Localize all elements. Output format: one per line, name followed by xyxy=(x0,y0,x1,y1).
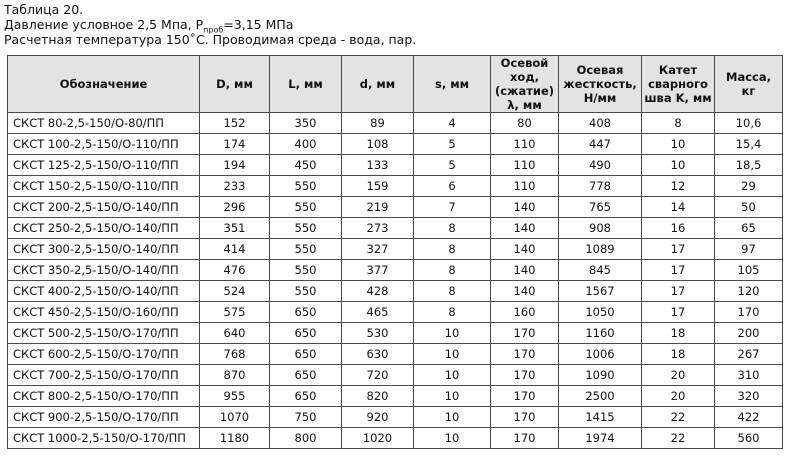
cell-mass: 310 xyxy=(715,365,783,386)
cell-mass: 267 xyxy=(715,344,783,365)
cell-mass: 10,6 xyxy=(715,113,783,134)
cell-axial-stroke: 170 xyxy=(491,428,559,449)
caption-pressure-test-value: =3,15 МПа xyxy=(223,17,294,32)
cell-pipe-diameter: 428 xyxy=(342,281,414,302)
cell-wall-thickness: 10 xyxy=(414,365,491,386)
cell-wall-thickness: 8 xyxy=(414,302,491,323)
cell-wall-thickness: 10 xyxy=(414,344,491,365)
table-row xyxy=(8,155,783,176)
cell-weld-leg: 17 xyxy=(642,260,715,281)
cell-pipe-diameter: 108 xyxy=(342,134,414,155)
cell-outer-diameter: 524 xyxy=(200,281,270,302)
cell-outer-diameter: 768 xyxy=(200,344,270,365)
column-header-line: D, мм xyxy=(216,77,253,91)
cell-designation: СКСТ 250-2,5-150/О-140/ПП xyxy=(8,218,200,239)
cell-length: 550 xyxy=(270,176,342,197)
cell-wall-thickness: 10 xyxy=(414,323,491,344)
cell-wall-thickness: 4 xyxy=(414,113,491,134)
cell-wall-thickness: 5 xyxy=(414,155,491,176)
caption-pressure xyxy=(4,17,416,35)
column-header-line: Обозначение xyxy=(59,77,148,91)
table-row xyxy=(8,302,783,323)
cell-axial-stroke: 110 xyxy=(491,134,559,155)
cell-axial-stiffness: 778 xyxy=(559,176,642,197)
cell-axial-stroke: 140 xyxy=(491,260,559,281)
cell-wall-thickness: 8 xyxy=(414,281,491,302)
cell-weld-leg: 10 xyxy=(642,134,715,155)
cell-outer-diameter: 414 xyxy=(200,239,270,260)
column-header-line: Катет xyxy=(658,63,698,77)
cell-pipe-diameter: 133 xyxy=(342,155,414,176)
cell-pipe-diameter: 530 xyxy=(342,323,414,344)
cell-mass: 170 xyxy=(715,302,783,323)
cell-length: 450 xyxy=(270,155,342,176)
header-weld-leg xyxy=(642,56,715,113)
cell-designation: СКСТ 125-2,5-150/О-110/ПП xyxy=(8,155,200,176)
cell-length: 350 xyxy=(270,113,342,134)
cell-wall-thickness: 10 xyxy=(414,407,491,428)
cell-wall-thickness: 8 xyxy=(414,239,491,260)
cell-axial-stroke: 140 xyxy=(491,218,559,239)
cell-axial-stroke: 110 xyxy=(491,176,559,197)
table-row xyxy=(8,113,783,134)
cell-mass: 50 xyxy=(715,197,783,218)
cell-mass: 560 xyxy=(715,428,783,449)
column-header-line: Осевой ход, xyxy=(500,56,549,84)
cell-axial-stiffness: 1160 xyxy=(559,323,642,344)
cell-axial-stiffness: 1415 xyxy=(559,407,642,428)
cell-axial-stroke: 170 xyxy=(491,323,559,344)
caption-title: Таблица 20. xyxy=(4,2,84,17)
cell-outer-diameter: 575 xyxy=(200,302,270,323)
cell-mass: 18,5 xyxy=(715,155,783,176)
caption-temperature: Расчетная температура 150˚С. Проводимая среда - вода, пар. xyxy=(4,32,417,47)
column-header-line: шва K, мм xyxy=(644,91,712,105)
cell-length: 650 xyxy=(270,386,342,407)
cell-outer-diameter: 194 xyxy=(200,155,270,176)
table-header xyxy=(8,56,783,113)
column-header-line: Масса, xyxy=(726,70,771,84)
cell-mass: 200 xyxy=(715,323,783,344)
table-caption xyxy=(4,2,416,47)
cell-designation: СКСТ 350-2,5-150/О-140/ПП xyxy=(8,260,200,281)
cell-designation: СКСТ 80-2,5-150/О-80/ПП xyxy=(8,113,200,134)
column-header-line: L, мм xyxy=(288,77,323,91)
cell-axial-stroke: 170 xyxy=(491,344,559,365)
cell-pipe-diameter: 465 xyxy=(342,302,414,323)
cell-wall-thickness: 10 xyxy=(414,428,491,449)
cell-mass: 120 xyxy=(715,281,783,302)
cell-mass: 29 xyxy=(715,176,783,197)
table-row xyxy=(8,428,783,449)
cell-axial-stiffness: 1974 xyxy=(559,428,642,449)
cell-weld-leg: 22 xyxy=(642,428,715,449)
header-axial-stiffness xyxy=(559,56,642,113)
cell-pipe-diameter: 720 xyxy=(342,365,414,386)
cell-designation: СКСТ 900-2,5-150/О-170/ПП xyxy=(8,407,200,428)
cell-outer-diameter: 1180 xyxy=(200,428,270,449)
cell-wall-thickness: 6 xyxy=(414,176,491,197)
cell-weld-leg: 10 xyxy=(642,155,715,176)
cell-length: 550 xyxy=(270,218,342,239)
table-row xyxy=(8,323,783,344)
cell-pipe-diameter: 89 xyxy=(342,113,414,134)
cell-axial-stroke: 160 xyxy=(491,302,559,323)
cell-pipe-diameter: 920 xyxy=(342,407,414,428)
cell-axial-stiffness: 447 xyxy=(559,134,642,155)
cell-axial-stroke: 80 xyxy=(491,113,559,134)
header-pipe-diameter xyxy=(342,56,414,113)
cell-outer-diameter: 152 xyxy=(200,113,270,134)
cell-length: 550 xyxy=(270,239,342,260)
cell-axial-stiffness: 1006 xyxy=(559,344,642,365)
cell-outer-diameter: 174 xyxy=(200,134,270,155)
cell-mass: 320 xyxy=(715,386,783,407)
cell-weld-leg: 17 xyxy=(642,302,715,323)
cell-wall-thickness: 10 xyxy=(414,386,491,407)
cell-mass: 97 xyxy=(715,239,783,260)
cell-wall-thickness: 8 xyxy=(414,218,491,239)
cell-outer-diameter: 1070 xyxy=(200,407,270,428)
cell-pipe-diameter: 820 xyxy=(342,386,414,407)
cell-weld-leg: 18 xyxy=(642,323,715,344)
cell-axial-stiffness: 2500 xyxy=(559,386,642,407)
cell-weld-leg: 22 xyxy=(642,407,715,428)
cell-designation: СКСТ 150-2,5-150/О-110/ПП xyxy=(8,176,200,197)
column-header-line: s, мм xyxy=(434,77,470,91)
cell-pipe-diameter: 219 xyxy=(342,197,414,218)
cell-pipe-diameter: 1020 xyxy=(342,428,414,449)
cell-axial-stiffness: 1050 xyxy=(559,302,642,323)
table-row xyxy=(8,134,783,155)
cell-axial-stiffness: 490 xyxy=(559,155,642,176)
cell-length: 550 xyxy=(270,281,342,302)
header-outer-diameter xyxy=(200,56,270,113)
cell-axial-stroke: 140 xyxy=(491,197,559,218)
cell-outer-diameter: 351 xyxy=(200,218,270,239)
table-row xyxy=(8,407,783,428)
cell-length: 550 xyxy=(270,260,342,281)
cell-axial-stiffness: 1090 xyxy=(559,365,642,386)
column-header-line: кг xyxy=(741,84,756,98)
cell-wall-thickness: 8 xyxy=(414,260,491,281)
cell-weld-leg: 17 xyxy=(642,239,715,260)
cell-axial-stroke: 110 xyxy=(491,155,559,176)
column-header-line: λ, мм xyxy=(507,98,542,112)
cell-designation: СКСТ 700-2,5-150/О-170/ПП xyxy=(8,365,200,386)
cell-designation: СКСТ 500-2,5-150/О-170/ПП xyxy=(8,323,200,344)
cell-mass: 422 xyxy=(715,407,783,428)
cell-outer-diameter: 640 xyxy=(200,323,270,344)
cell-pipe-diameter: 377 xyxy=(342,260,414,281)
cell-axial-stiffness: 765 xyxy=(559,197,642,218)
header-axial-stroke xyxy=(491,56,559,113)
table-row xyxy=(8,365,783,386)
cell-axial-stiffness: 1089 xyxy=(559,239,642,260)
cell-mass: 65 xyxy=(715,218,783,239)
cell-designation: СКСТ 200-2,5-150/О-140/ПП xyxy=(8,197,200,218)
cell-weld-leg: 20 xyxy=(642,386,715,407)
cell-length: 750 xyxy=(270,407,342,428)
cell-axial-stroke: 170 xyxy=(491,365,559,386)
cell-axial-stiffness: 908 xyxy=(559,218,642,239)
cell-designation: СКСТ 1000-2,5-150/О-170/ПП xyxy=(8,428,200,449)
column-header-line: Н/мм xyxy=(583,91,617,105)
table-row xyxy=(8,344,783,365)
cell-wall-thickness: 5 xyxy=(414,134,491,155)
cell-outer-diameter: 870 xyxy=(200,365,270,386)
cell-outer-diameter: 296 xyxy=(200,197,270,218)
cell-axial-stroke: 170 xyxy=(491,407,559,428)
table-row xyxy=(8,386,783,407)
table-row xyxy=(8,281,783,302)
cell-length: 650 xyxy=(270,365,342,386)
column-header-line: жесткость, xyxy=(563,77,637,91)
cell-outer-diameter: 955 xyxy=(200,386,270,407)
cell-outer-diameter: 476 xyxy=(200,260,270,281)
cell-designation: СКСТ 450-2,5-150/О-160/ПП xyxy=(8,302,200,323)
cell-length: 650 xyxy=(270,323,342,344)
table-row xyxy=(8,218,783,239)
cell-designation: СКСТ 400-2,5-150/О-140/ПП xyxy=(8,281,200,302)
cell-designation: СКСТ 600-2,5-150/О-170/ПП xyxy=(8,344,200,365)
caption-pressure-subscript: проб xyxy=(203,25,224,35)
cell-length: 550 xyxy=(270,197,342,218)
cell-designation: СКСТ 300-2,5-150/О-140/ПП xyxy=(8,239,200,260)
column-header-line: d, мм xyxy=(359,77,396,91)
cell-pipe-diameter: 159 xyxy=(342,176,414,197)
cell-axial-stiffness: 408 xyxy=(559,113,642,134)
column-header-line: сварного xyxy=(648,77,708,91)
column-header-line: Осевая xyxy=(576,63,624,77)
cell-pipe-diameter: 327 xyxy=(342,239,414,260)
caption-pressure-text: Давление условное 2,5 Мпа, P xyxy=(4,17,204,32)
column-header-line: (сжатие) xyxy=(494,84,555,98)
spec-table xyxy=(7,55,783,449)
cell-mass: 105 xyxy=(715,260,783,281)
cell-pipe-diameter: 273 xyxy=(342,218,414,239)
cell-axial-stroke: 140 xyxy=(491,281,559,302)
header-wall-thickness xyxy=(414,56,491,113)
header-row xyxy=(8,56,783,113)
cell-axial-stroke: 170 xyxy=(491,386,559,407)
cell-axial-stiffness: 845 xyxy=(559,260,642,281)
cell-weld-leg: 14 xyxy=(642,197,715,218)
cell-weld-leg: 17 xyxy=(642,281,715,302)
cell-pipe-diameter: 630 xyxy=(342,344,414,365)
cell-designation: СКСТ 800-2,5-150/О-170/ПП xyxy=(8,386,200,407)
cell-length: 650 xyxy=(270,344,342,365)
cell-length: 400 xyxy=(270,134,342,155)
header-designation xyxy=(8,56,200,113)
cell-axial-stroke: 140 xyxy=(491,239,559,260)
cell-length: 650 xyxy=(270,302,342,323)
cell-mass: 15,4 xyxy=(715,134,783,155)
cell-weld-leg: 12 xyxy=(642,176,715,197)
cell-weld-leg: 18 xyxy=(642,344,715,365)
cell-length: 800 xyxy=(270,428,342,449)
cell-axial-stiffness: 1567 xyxy=(559,281,642,302)
cell-weld-leg: 20 xyxy=(642,365,715,386)
table-body xyxy=(8,113,783,449)
cell-weld-leg: 16 xyxy=(642,218,715,239)
cell-weld-leg: 8 xyxy=(642,113,715,134)
table-row xyxy=(8,239,783,260)
table-row xyxy=(8,176,783,197)
cell-outer-diameter: 233 xyxy=(200,176,270,197)
table-row xyxy=(8,197,783,218)
header-length xyxy=(270,56,342,113)
cell-designation: СКСТ 100-2,5-150/О-110/ПП xyxy=(8,134,200,155)
cell-wall-thickness: 7 xyxy=(414,197,491,218)
header-mass xyxy=(715,56,783,113)
table-row xyxy=(8,260,783,281)
